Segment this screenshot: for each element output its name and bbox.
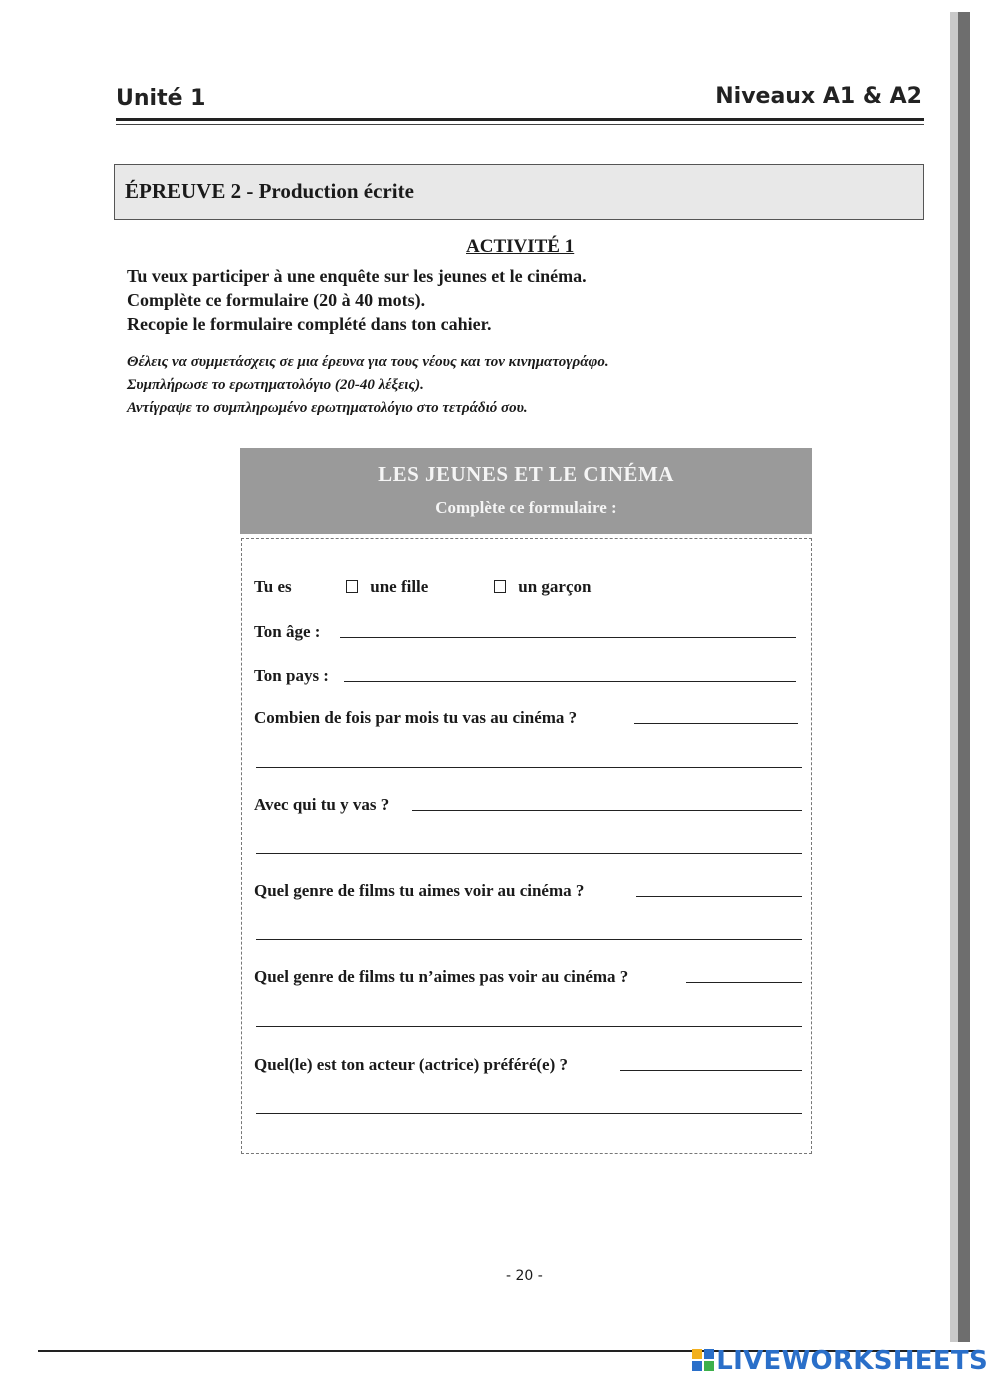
age-label: Ton âge :: [254, 622, 321, 641]
unit-title: Unité 1: [116, 86, 206, 111]
genre-dislike-answer-line-1[interactable]: [686, 982, 802, 983]
section-title: ÉPREUVE 2 - Production écrite: [125, 179, 414, 203]
genre-like-answer-line-2[interactable]: [256, 939, 802, 940]
frequency-answer-line-1[interactable]: [634, 723, 798, 724]
page-number: - 20 -: [506, 1268, 543, 1284]
header-divider: [116, 118, 924, 121]
question-genre-like: Quel genre de films tu aimes voir au cinéma ?: [254, 881, 585, 900]
option-girl[interactable]: [346, 577, 428, 597]
country-label: Ton pays :: [254, 666, 329, 685]
form-header: [240, 448, 812, 534]
instruction-gr-2: Συμπλήρωσε το ερωτηματολόγιο (20-40 λέξεις).: [127, 377, 424, 393]
checkbox-boy[interactable]: [494, 580, 506, 593]
form-subtitle: Complète ce formulaire :: [435, 498, 617, 517]
actor-answer-line-1[interactable]: [620, 1070, 802, 1071]
with-whom-answer-line-2[interactable]: [256, 853, 802, 854]
option-girl-label: une fille: [370, 577, 429, 596]
liveworksheets-logo-icon: [692, 1349, 714, 1371]
checkbox-girl[interactable]: [346, 580, 358, 593]
spine-shadow: [958, 12, 970, 1342]
genre-dislike-answer-line-2[interactable]: [256, 1026, 802, 1027]
country-answer-line[interactable]: [344, 681, 796, 682]
frequency-answer-line-2[interactable]: [256, 767, 802, 768]
instruction-fr-2: Complète ce formulaire (20 à 40 mots).: [127, 290, 426, 310]
option-boy[interactable]: [494, 577, 591, 597]
question-actor: Quel(le) est ton acteur (actrice) préféré(e) ?: [254, 1055, 569, 1074]
liveworksheets-watermark: [692, 1346, 988, 1376]
levels-title: Niveaux A1 & A2: [715, 84, 922, 109]
watermark-text: LIVEWORKSHEETS: [716, 1346, 988, 1376]
instruction-gr-3: Αντίγραψε το συμπληρωμένο ερωτηματολόγιο στο τετράδιό σου.: [127, 400, 528, 416]
instruction-fr-3: Recopie le formulaire complété dans ton cahier.: [127, 314, 492, 334]
genre-like-answer-line-1[interactable]: [636, 896, 802, 897]
header-divider-thin: [116, 124, 924, 125]
instruction-fr-1: Tu veux participer à une enquête sur les jeunes et le cinéma.: [127, 266, 587, 286]
gender-label: Tu es: [254, 577, 292, 596]
form-title: LES JEUNES ET LE CINÉMA: [378, 462, 674, 486]
section-banner: [114, 164, 924, 220]
spine-shadow-light: [950, 12, 958, 1342]
activity-title: ACTIVITÉ 1: [466, 236, 575, 257]
with-whom-answer-line-1[interactable]: [412, 810, 802, 811]
age-answer-line[interactable]: [340, 637, 796, 638]
form-body: [241, 538, 812, 1154]
question-with-whom: Avec qui tu y vas ?: [254, 795, 390, 814]
question-genre-dislike: Quel genre de films tu n’aimes pas voir au cinéma ?: [254, 967, 629, 986]
actor-answer-line-2[interactable]: [256, 1113, 802, 1114]
instruction-gr-1: Θέλεις να συμμετάσχεις σε μια έρευνα για τους νέους και τον κινηματογράφο.: [127, 354, 609, 370]
question-frequency: Combien de fois par mois tu vas au cinéma ?: [254, 708, 578, 727]
option-boy-label: un garçon: [518, 577, 592, 596]
